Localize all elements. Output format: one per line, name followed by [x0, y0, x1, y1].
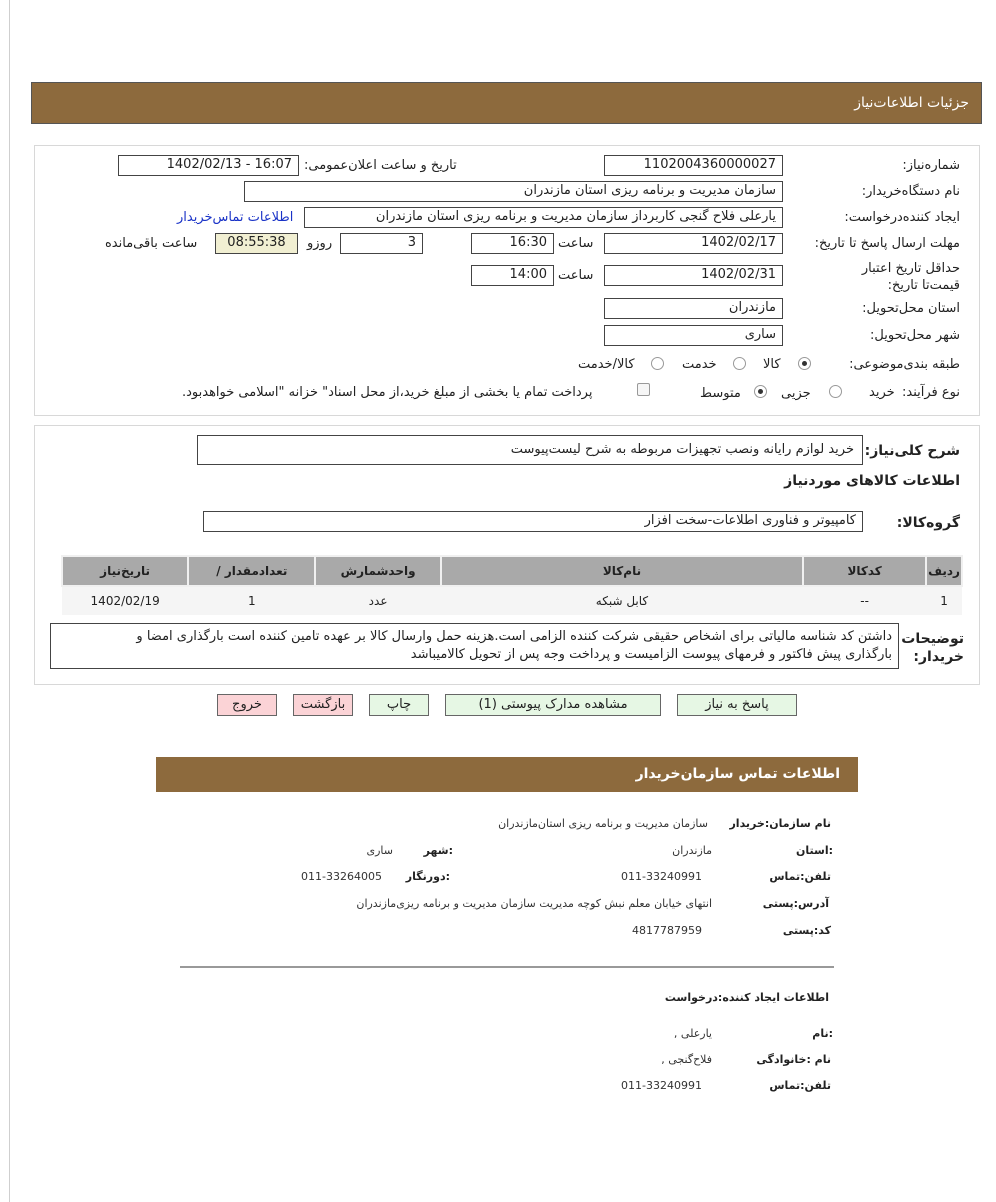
remaining-time-field: 08:55:38 — [215, 233, 298, 254]
page-header-bar — [31, 82, 982, 124]
description-label: شرح کلی‌نیاز: — [864, 443, 960, 459]
col-unit: واحدشمارش — [315, 556, 440, 586]
buyer-org-label: نام دستگاه‌خریدار: — [861, 184, 960, 199]
category-service-label: خدمت — [682, 357, 717, 372]
days-label: روزو — [307, 236, 333, 251]
contact-phone-value: 011-33240991 — [621, 870, 702, 883]
cell-qty: 1 — [188, 586, 315, 615]
creator-field: یارعلی فلاح گنجی کاربرداز سازمان مدیریت و برنامه ریزی استان مازندران — [304, 207, 783, 228]
validity-time-field: 14:00 — [471, 265, 554, 286]
validity-date-field: 1402/02/31 — [604, 265, 783, 286]
cell-code: -- — [803, 586, 926, 615]
buyer-notes-field — [50, 623, 899, 669]
cell-unit: عدد — [315, 586, 440, 615]
buyer-notes-line-2: بارگذاری پیش فاکتور و فرمهای پیوست الزامیست و پرداخت وجه پس از تحویل کالامیباشد — [410, 647, 892, 662]
print-button[interactable]: چاپ — [369, 694, 429, 716]
cell-date: 1402/02/19 — [62, 586, 188, 615]
description-field: خرید لوازم رایانه ونصب تجهیزات مربوطه به شرح لیست‌پیوست — [197, 435, 863, 465]
buyer-contact-link[interactable]: اطلاعات تماس‌خریدار — [177, 210, 294, 225]
view-documents-button[interactable]: مشاهده مدارک پیوستی (1) — [445, 694, 661, 716]
col-qty: تعدادمقدار / — [188, 556, 315, 586]
reply-button[interactable]: پاسخ به نیاز — [677, 694, 797, 716]
creator-phone-value: 011-33240991 — [621, 1079, 702, 1092]
contact-postal-value: 4817787959 — [632, 924, 702, 937]
deadline-label: مهلت ارسال پاسخ تا تاریخ: — [814, 236, 960, 251]
page-left-border — [9, 0, 10, 1202]
contact-province-label: :استان — [796, 844, 833, 857]
cell-name: کابل شبکه — [441, 586, 803, 615]
buyer-contact-header — [156, 757, 858, 792]
buyer-org-field: سازمان مدیریت و برنامه ریزی استان مازندران — [244, 181, 783, 202]
goods-group-field: کامپیوتر و فناوری اطلاعات-سخت افزار — [203, 511, 863, 532]
process-label: نوع فرآیند: — [902, 385, 960, 400]
contact-phone-label: تلفن:تماس — [769, 870, 831, 883]
announce-field: 1402/02/13 - 16:07 — [118, 155, 299, 176]
city-field: ساری — [604, 325, 783, 346]
col-row: ردیف — [926, 556, 962, 586]
deadline-time-label: ساعت — [558, 236, 594, 251]
city-label: شهر محل‌تحویل: — [870, 328, 960, 343]
buyer-notes-label: توضیحات خریدار: — [901, 631, 964, 665]
creator-family-label: نام :خانوادگی — [756, 1053, 831, 1066]
creator-name-label: :نام — [812, 1027, 833, 1040]
days-field: 3 — [340, 233, 423, 254]
announce-label: تاریخ و ساعت اعلان‌عمومی: — [304, 158, 457, 173]
contact-fax-value: 011-33264005 — [301, 870, 382, 883]
validity-label: حداقل تاریخ اعتبار قیمت‌تا تاریخ: — [861, 261, 960, 293]
goods-group-label: گروه‌کالا: — [896, 515, 960, 531]
contact-city-label: :شهر — [423, 844, 453, 857]
back-button[interactable]: بازگشت — [293, 694, 353, 716]
contact-org-value: سازمان مدیریت و برنامه ریزی استان‌مازندران — [498, 817, 708, 830]
province-label: استان محل‌تحویل: — [862, 301, 960, 316]
deadline-time-field: 16:30 — [471, 233, 554, 254]
need-number-field: 1102004360000027 — [604, 155, 783, 176]
exit-button[interactable]: خروج — [217, 694, 277, 716]
category-goods-radio[interactable] — [798, 357, 811, 370]
buyer-notes-line-1: داشتن کد شناسه مالیاتی برای اشخاص حقیقی شرکت کننده الزامی است.هزینه حمل وارسال کالا بر عهده تامین کننده است بارگذاری امضا و — [136, 629, 892, 644]
process-minor-label: جزیی — [781, 386, 811, 401]
validity-time-label: ساعت — [558, 268, 594, 283]
col-code: کدکالا — [803, 556, 926, 586]
contact-city-value: ساری — [366, 844, 393, 857]
category-goods-service-label: کالا/خدمت — [578, 357, 635, 372]
creator-label: ایجاد کننده‌درخواست: — [844, 210, 960, 225]
creator-family-value: فلاح‌گنجی , — [661, 1053, 712, 1066]
contact-address-label: آدرس:پستی — [762, 897, 829, 910]
category-service-radio[interactable] — [733, 357, 746, 370]
contact-postal-label: کد:پستی — [782, 924, 831, 937]
province-field: مازندران — [604, 298, 783, 319]
category-label: طبقه بندی‌موضوعی: — [849, 357, 960, 372]
remaining-label: ساعت باقی‌مانده — [105, 236, 198, 251]
creator-info-title: اطلاعات ایجاد کننده:درخواست — [664, 991, 829, 1004]
table-row — [62, 586, 962, 615]
creator-name-value: یارعلی , — [673, 1027, 712, 1040]
process-medium-label: متوسط — [700, 386, 741, 401]
cell-row: 1 — [926, 586, 962, 615]
category-goods-label: کالا — [763, 357, 781, 372]
goods-section-title: اطلاعات کالاهای موردنیاز — [784, 473, 960, 489]
treasury-payment-checkbox[interactable] — [637, 383, 650, 396]
page-title: جزئیات اطلاعات‌نیاز — [854, 95, 969, 111]
goods-table-header — [62, 556, 962, 586]
process-buy-label: خرید — [869, 385, 895, 400]
category-goods-service-radio[interactable] — [651, 357, 664, 370]
section-divider — [180, 966, 834, 968]
buyer-contact-title: اطلاعات تماس سازمان‌خریدار — [635, 766, 840, 782]
col-name: نام‌کالا — [441, 556, 803, 586]
contact-province-value: مازندران — [672, 844, 712, 857]
contact-org-label: نام سازمان:خریدار — [729, 817, 831, 830]
deadline-date-field: 1402/02/17 — [604, 233, 783, 254]
contact-fax-label: :دورنگار — [405, 870, 450, 883]
process-medium-radio[interactable] — [754, 385, 767, 398]
col-date: تاریخ‌نیاز — [62, 556, 188, 586]
process-minor-radio[interactable] — [829, 385, 842, 398]
need-number-label: شماره‌نیاز: — [902, 158, 960, 173]
goods-table — [61, 555, 963, 615]
contact-address-value: انتهای خیابان معلم نبش کوچه مدیریت سازمان مدیریت و برنامه ریزی‌مازندران — [356, 897, 712, 910]
creator-phone-label: تلفن:تماس — [769, 1079, 831, 1092]
treasury-payment-note: پرداخت تمام یا بخشی از مبلغ خرید،از محل اسناد" خزانه "اسلامی خواهد‌بود. — [182, 385, 593, 400]
